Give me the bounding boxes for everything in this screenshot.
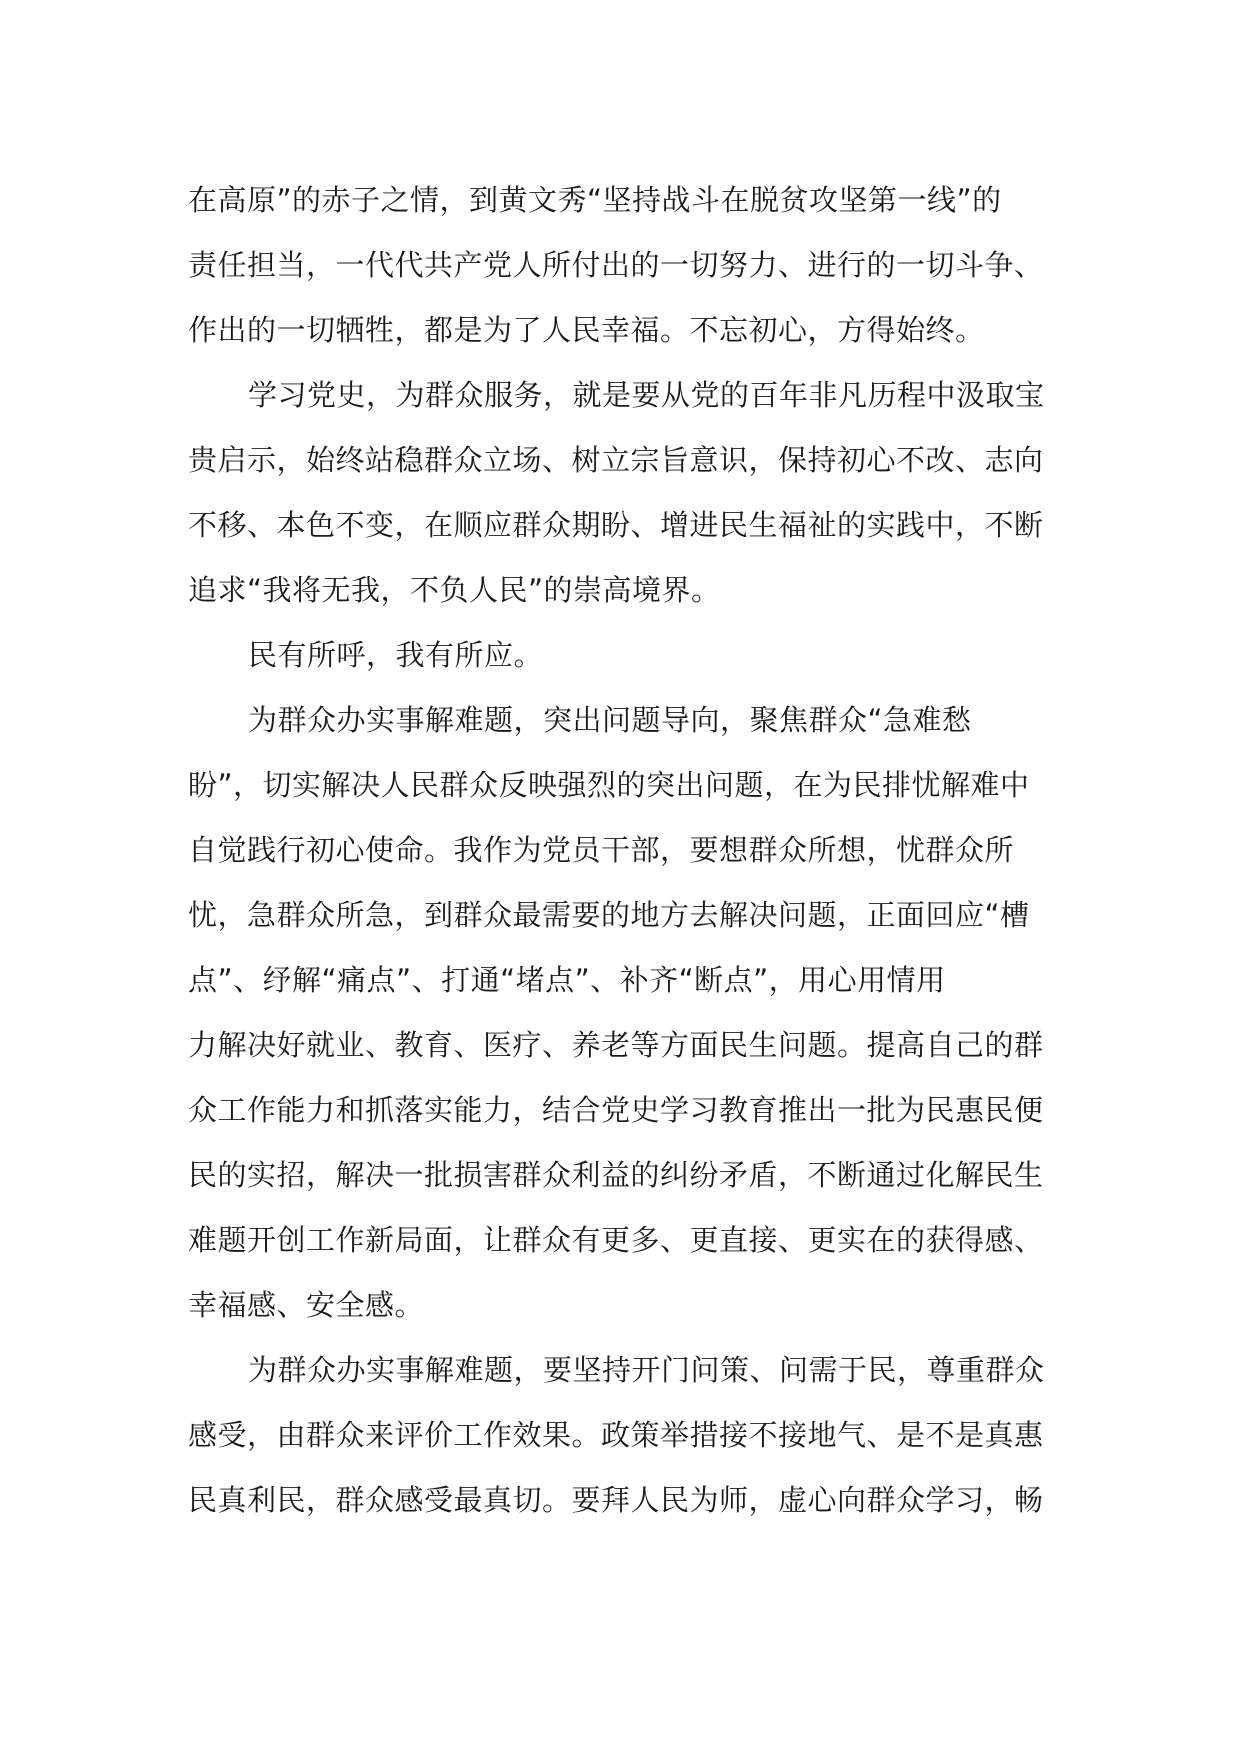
text-line: 民真利民，群众感受最真切。要拜人民为师，虚心向群众学习，畅 (188, 1483, 1044, 1517)
paragraph-first-line: 为群众办实事解难题，突出问题导向，聚焦群众“急难愁 (248, 703, 972, 737)
text-line: 感受，由群众来评价工作效果。政策举措接不接地气、是不是真惠 (188, 1418, 1044, 1452)
paragraph-first-line: 学习党史，为群众服务，就是要从党的百年非凡历程中汲取宝 (248, 378, 1045, 412)
paragraph-first-line: 民有所呼，我有所应。 (248, 638, 544, 672)
text-line: 难题开创工作新局面，让群众有更多、更直接、更实在的获得感、 (188, 1223, 1044, 1257)
text-line: 幸福感、安全感。 (188, 1288, 425, 1322)
text-line: 在高原”的赤子之情，到黄文秀“坚持战斗在脱贫攻坚第一线”的 (188, 183, 1002, 217)
text-line: 众工作能力和抓落实能力，结合党史学习教育推出一批为民惠民便 (188, 1093, 1044, 1127)
text-line: 忧，急群众所急，到群众最需要的地方去解决问题，正面回应“槽 (188, 898, 1030, 932)
paragraph-first-line: 为群众办实事解难题，要坚持开门问策、问需于民，尊重群众 (248, 1353, 1045, 1387)
text-line: 不移、本色不变，在顺应群众期盼、增进民生福祉的实践中，不断 (188, 508, 1044, 542)
text-line: 贵启示，始终站稳群众立场、树立宗旨意识，保持初心不改、志向 (188, 443, 1044, 477)
text-line: 盼”，切实解决人民群众反映强烈的突出问题，在为民排忧解难中 (188, 768, 1030, 802)
text-line: 作出的一切牺牲，都是为了人民幸福。不忘初心，方得始终。 (188, 313, 985, 347)
document-body (188, 168, 1048, 1533)
text-line: 点”、纾解“痛点”、打通“堵点”、补齐“断点”，用心用情用 (188, 963, 946, 997)
text-line: 自觉践行初心使命。我作为党员干部，要想群众所想，忧群众所 (188, 833, 1015, 867)
text-line: 追求“我将无我，不负人民”的崇高境界。 (188, 573, 721, 607)
text-line: 责任担当，一代代共产党人所付出的一切努力、进行的一切斗争、 (188, 248, 1044, 282)
text-line: 力解决好就业、教育、医疗、养老等方面民生问题。提高自己的群 (188, 1028, 1044, 1062)
text-line: 民的实招，解决一批损害群众利益的纠纷矛盾，不断通过化解民生 (188, 1158, 1044, 1192)
